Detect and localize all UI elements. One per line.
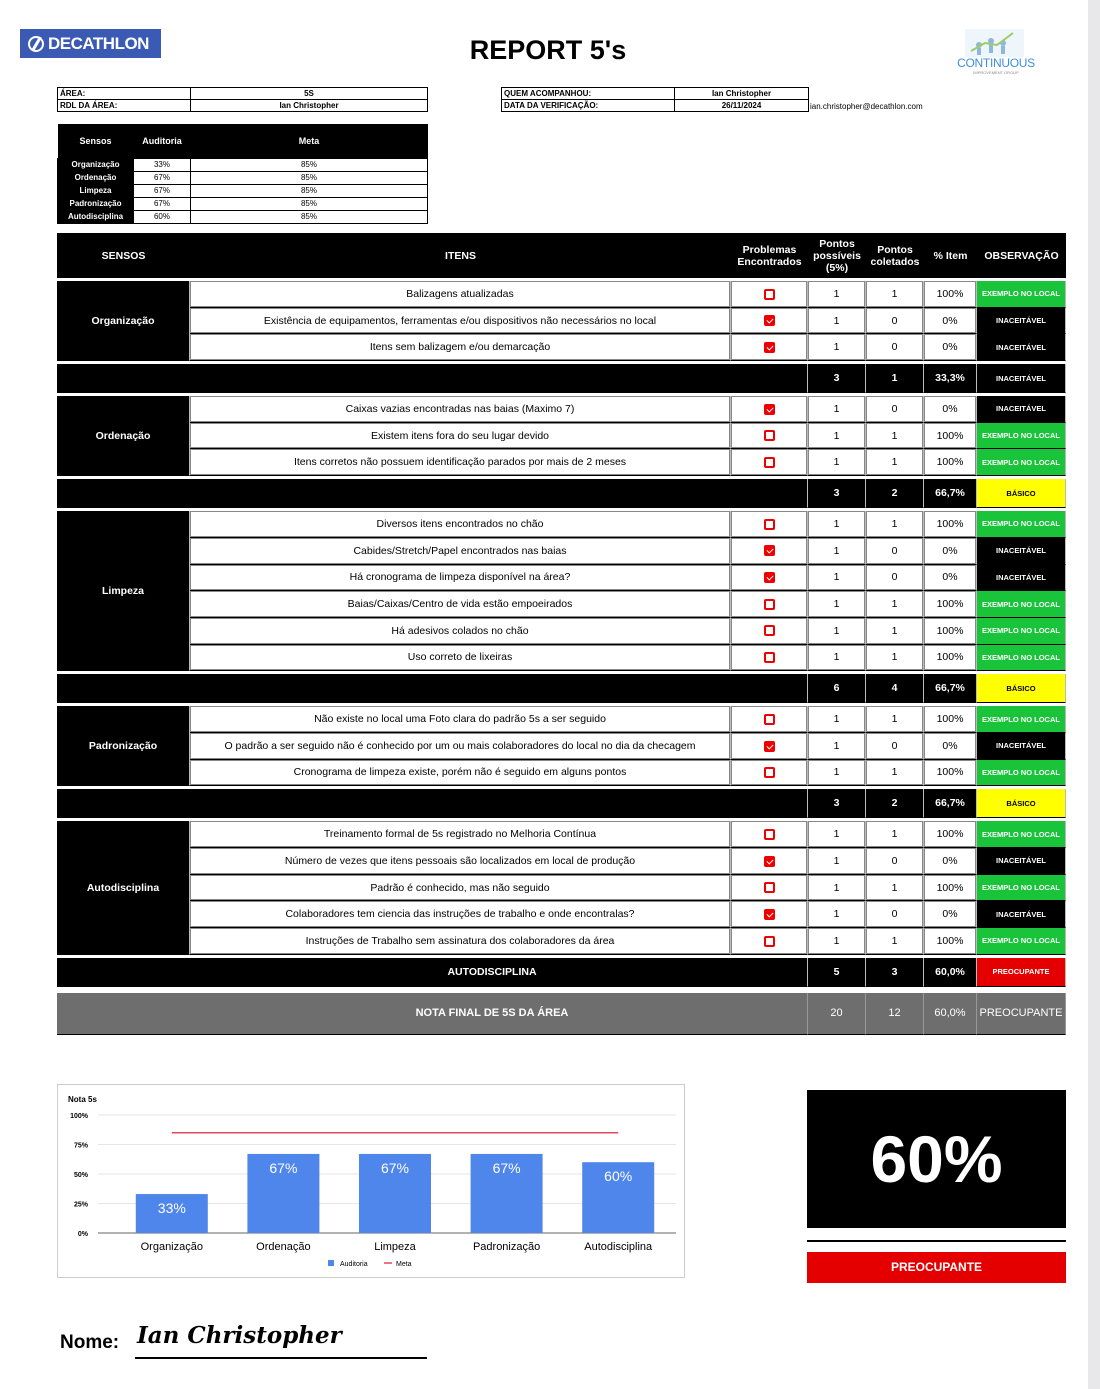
signature-line bbox=[135, 1357, 427, 1359]
item-pct: 100% bbox=[924, 760, 977, 787]
data-value: 26/11/2024 bbox=[675, 100, 809, 112]
item-text: Colaboradores tem ciencia das instruções de trabalho e onde encontralas? bbox=[190, 901, 731, 928]
summary-header-meta: Meta bbox=[191, 124, 428, 158]
problem-cell bbox=[731, 875, 808, 902]
signature-name: Ian Christopher bbox=[137, 1322, 342, 1349]
problem-cell bbox=[731, 618, 808, 645]
summary-row bbox=[58, 184, 428, 197]
problem-cell bbox=[731, 565, 808, 592]
item-text: Treinamento formal de 5s registrado no Melhoria Contínua bbox=[190, 821, 731, 848]
summary-header-sensos: Sensos bbox=[58, 124, 134, 158]
pontos-possiveis: 1 bbox=[808, 334, 866, 361]
pontos-coletados: 0 bbox=[866, 733, 924, 760]
pontos-possiveis: 1 bbox=[808, 760, 866, 787]
problem-cell bbox=[731, 848, 808, 875]
problem-checkbox[interactable] bbox=[764, 829, 775, 840]
table-row bbox=[57, 618, 1066, 645]
table-row bbox=[57, 821, 1066, 848]
pontos-coletados: 0 bbox=[866, 565, 924, 592]
item-text: Uso correto de lixeiras bbox=[190, 645, 731, 672]
summary-auditoria: 67% bbox=[134, 184, 191, 197]
observacao-badge: EXEMPLO NO LOCAL bbox=[977, 449, 1066, 476]
item-pct: 100% bbox=[924, 821, 977, 848]
header-sensos: SENSOS bbox=[57, 233, 190, 278]
summary-row bbox=[58, 158, 428, 171]
problem-checkbox[interactable] bbox=[764, 936, 775, 947]
summary-auditoria: 60% bbox=[134, 210, 191, 223]
total-label bbox=[57, 674, 808, 703]
problem-checkbox[interactable] bbox=[764, 741, 775, 752]
pontos-coletados: 1 bbox=[866, 618, 924, 645]
table-row bbox=[57, 538, 1066, 565]
senso-label: Organização bbox=[57, 281, 190, 361]
email-text: ian.christopher@decathlon.com bbox=[810, 102, 923, 111]
header-possiveis: Pontos possíveis (5%) bbox=[808, 233, 866, 278]
pontos-possiveis: 1 bbox=[808, 565, 866, 592]
problem-checkbox[interactable] bbox=[764, 457, 775, 468]
acompanhou-value: Ian Christopher bbox=[675, 88, 809, 100]
pontos-possiveis: 1 bbox=[808, 733, 866, 760]
item-text: Itens sem balizagem e/ou demarcação bbox=[190, 334, 731, 361]
summary-meta: 85% bbox=[191, 184, 428, 197]
item-text: Diversos itens encontrados no chão bbox=[190, 511, 731, 538]
total-label bbox=[57, 364, 808, 393]
item-text: Cabides/Stretch/Papel encontrados nas baias bbox=[190, 538, 731, 565]
summary-auditoria: 33% bbox=[134, 158, 191, 171]
table-row bbox=[57, 733, 1066, 760]
pontos-possiveis: 1 bbox=[808, 928, 866, 955]
header-coletados: Pontos coletados bbox=[866, 233, 924, 278]
problem-checkbox[interactable] bbox=[764, 767, 775, 778]
final-observacao: PREOCUPANTE bbox=[977, 993, 1066, 1035]
audit-table bbox=[57, 233, 1066, 1035]
item-text: Padrão é conhecido, mas não seguido bbox=[190, 875, 731, 902]
info-right-table bbox=[501, 87, 809, 112]
x-tick-label: Padronização bbox=[472, 1241, 541, 1253]
item-text: O padrão a ser seguido não é conhecido por um ou mais colaboradores do local no dia da checagem bbox=[190, 733, 731, 760]
bar-data-label: 60% bbox=[604, 1168, 633, 1185]
item-text: Baias/Caixas/Centro de vida estão empoeirados bbox=[190, 591, 731, 618]
observacao-badge: EXEMPLO NO LOCAL bbox=[977, 706, 1066, 733]
total-coletados: 3 bbox=[866, 958, 924, 987]
item-text: Há adesivos colados no chão bbox=[190, 618, 731, 645]
summary-senso: Ordenação bbox=[58, 171, 134, 184]
final-pct: 60,0% bbox=[924, 993, 977, 1035]
observacao-badge: INACEITÁVEL bbox=[977, 334, 1066, 361]
total-observacao-badge: PREOCUPANTE bbox=[977, 958, 1066, 987]
pontos-possiveis: 1 bbox=[808, 901, 866, 928]
y-tick-label: 100% bbox=[70, 1113, 88, 1120]
chart-container bbox=[57, 1084, 685, 1278]
item-text: Existência de equipamentos, ferramentas e/ou dispositivos não necessários no local bbox=[190, 308, 731, 335]
total-pct: 60,0% bbox=[924, 958, 977, 987]
problem-checkbox[interactable] bbox=[764, 545, 775, 556]
total-coletados: 2 bbox=[866, 789, 924, 818]
problem-cell bbox=[731, 538, 808, 565]
observacao-badge: EXEMPLO NO LOCAL bbox=[977, 760, 1066, 787]
problem-checkbox[interactable] bbox=[764, 342, 775, 353]
item-pct: 100% bbox=[924, 618, 977, 645]
pontos-possiveis: 1 bbox=[808, 308, 866, 335]
pontos-coletados: 0 bbox=[866, 848, 924, 875]
pontos-coletados: 0 bbox=[866, 396, 924, 423]
signature-label: Nome: bbox=[60, 1332, 120, 1353]
problem-checkbox[interactable] bbox=[764, 909, 775, 920]
item-pct: 0% bbox=[924, 396, 977, 423]
total-label bbox=[57, 479, 808, 508]
problem-cell bbox=[731, 423, 808, 450]
header-itens: ITENS bbox=[190, 233, 731, 278]
status-badge: PREOCUPANTE bbox=[807, 1252, 1066, 1283]
senso-label: Limpeza bbox=[57, 511, 190, 671]
item-pct: 100% bbox=[924, 423, 977, 450]
pontos-possiveis: 1 bbox=[808, 538, 866, 565]
total-possiveis: 3 bbox=[808, 479, 866, 508]
observacao-badge: EXEMPLO NO LOCAL bbox=[977, 928, 1066, 955]
rdl-label: RDL DA ÁREA: bbox=[58, 100, 191, 112]
senso-label: Ordenação bbox=[57, 396, 190, 476]
problem-cell bbox=[731, 760, 808, 787]
legend-swatch-auditoria bbox=[328, 1260, 334, 1266]
summary-meta: 85% bbox=[191, 197, 428, 210]
item-pct: 100% bbox=[924, 591, 977, 618]
observacao-badge: INACEITÁVEL bbox=[977, 848, 1066, 875]
observacao-badge: INACEITÁVEL bbox=[977, 565, 1066, 592]
summary-senso: Organização bbox=[58, 158, 134, 171]
y-tick-label: 0% bbox=[77, 1231, 88, 1238]
table-row bbox=[57, 308, 1066, 335]
problem-cell bbox=[731, 733, 808, 760]
summary-senso: Padronização bbox=[58, 197, 134, 210]
pontos-possiveis: 1 bbox=[808, 281, 866, 308]
pontos-possiveis: 1 bbox=[808, 511, 866, 538]
total-pct: 66,7% bbox=[924, 789, 977, 818]
pontos-coletados: 0 bbox=[866, 334, 924, 361]
pontos-coletados: 1 bbox=[866, 449, 924, 476]
problem-cell bbox=[731, 334, 808, 361]
senso-label: Autodisciplina bbox=[57, 821, 190, 954]
total-row bbox=[57, 479, 1066, 508]
total-coletados: 4 bbox=[866, 674, 924, 703]
item-pct: 100% bbox=[924, 645, 977, 672]
table-row bbox=[57, 334, 1066, 361]
problem-checkbox[interactable] bbox=[764, 289, 775, 300]
total-pct: 33,3% bbox=[924, 364, 977, 393]
total-observacao-badge: BÁSICO bbox=[977, 789, 1066, 818]
x-tick-label: Autodisciplina bbox=[584, 1241, 653, 1253]
summary-table bbox=[57, 124, 428, 224]
pontos-coletados: 1 bbox=[866, 760, 924, 787]
table-row bbox=[57, 706, 1066, 733]
pontos-possiveis: 1 bbox=[808, 875, 866, 902]
summary-row bbox=[58, 197, 428, 210]
problem-cell bbox=[731, 645, 808, 672]
kpi-divider bbox=[807, 1240, 1066, 1242]
total-pct: 66,7% bbox=[924, 479, 977, 508]
total-possiveis: 3 bbox=[808, 789, 866, 818]
problem-checkbox[interactable] bbox=[764, 882, 775, 893]
total-label bbox=[57, 789, 808, 818]
partner-logo-text: CONTINUOUS bbox=[957, 56, 1035, 70]
problem-cell bbox=[731, 396, 808, 423]
item-text: Balizagens atualizadas bbox=[190, 281, 731, 308]
pontos-possiveis: 1 bbox=[808, 396, 866, 423]
table-row bbox=[57, 848, 1066, 875]
final-possiveis: 20 bbox=[808, 993, 866, 1035]
partner-logo-subtext: IMPROVEMENT GROUP bbox=[973, 70, 1019, 75]
summary-meta: 85% bbox=[191, 158, 428, 171]
summary-senso: Limpeza bbox=[58, 184, 134, 197]
observacao-badge: INACEITÁVEL bbox=[977, 308, 1066, 335]
pontos-coletados: 1 bbox=[866, 591, 924, 618]
bar-data-label: 67% bbox=[492, 1159, 521, 1176]
observacao-badge: EXEMPLO NO LOCAL bbox=[977, 281, 1066, 308]
table-row bbox=[57, 449, 1066, 476]
pontos-coletados: 0 bbox=[866, 308, 924, 335]
summary-auditoria: 67% bbox=[134, 171, 191, 184]
total-coletados: 1 bbox=[866, 364, 924, 393]
item-pct: 100% bbox=[924, 281, 977, 308]
item-text: Itens corretos não possuem identificação parados por mais de 2 meses bbox=[190, 449, 731, 476]
observacao-badge: INACEITÁVEL bbox=[977, 396, 1066, 423]
problem-cell bbox=[731, 449, 808, 476]
rdl-value: Ian Christopher bbox=[191, 100, 428, 112]
total-possiveis: 3 bbox=[808, 364, 866, 393]
item-pct: 100% bbox=[924, 928, 977, 955]
problem-cell bbox=[731, 928, 808, 955]
chart-svg bbox=[58, 1085, 684, 1277]
x-tick-label: Ordenação bbox=[256, 1241, 311, 1253]
y-tick-label: 75% bbox=[73, 1142, 88, 1150]
total-row bbox=[57, 789, 1066, 818]
pontos-coletados: 1 bbox=[866, 423, 924, 450]
pontos-possiveis: 1 bbox=[808, 848, 866, 875]
page-edge bbox=[1088, 0, 1100, 1389]
pontos-possiveis: 1 bbox=[808, 449, 866, 476]
problem-cell bbox=[731, 901, 808, 928]
x-tick-label: Limpeza bbox=[374, 1241, 416, 1253]
item-pct: 0% bbox=[924, 334, 977, 361]
item-pct: 100% bbox=[924, 875, 977, 902]
summary-senso: Autodisciplina bbox=[58, 210, 134, 223]
problem-cell bbox=[731, 511, 808, 538]
legend-label-meta: Meta bbox=[396, 1261, 412, 1268]
legend-label-auditoria: Auditoria bbox=[340, 1261, 368, 1268]
area-value: 5S bbox=[191, 88, 428, 100]
observacao-badge: EXEMPLO NO LOCAL bbox=[977, 511, 1066, 538]
table-row bbox=[57, 591, 1066, 618]
problem-checkbox[interactable] bbox=[764, 856, 775, 867]
item-text: Cronograma de limpeza existe, porém não é seguido em alguns pontos bbox=[190, 760, 731, 787]
item-pct: 0% bbox=[924, 733, 977, 760]
item-text: Existem itens fora do seu lugar devido bbox=[190, 423, 731, 450]
table-row bbox=[57, 645, 1066, 672]
table-row bbox=[57, 901, 1066, 928]
table-row bbox=[57, 565, 1066, 592]
problem-checkbox[interactable] bbox=[764, 599, 775, 610]
table-row bbox=[57, 760, 1066, 787]
pontos-coletados: 0 bbox=[866, 901, 924, 928]
pontos-possiveis: 1 bbox=[808, 821, 866, 848]
total-observacao-badge: INACEITÁVEL bbox=[977, 364, 1066, 393]
summary-row bbox=[58, 171, 428, 184]
pontos-coletados: 1 bbox=[866, 281, 924, 308]
final-label: NOTA FINAL DE 5S DA ÁREA bbox=[57, 993, 808, 1035]
pontos-possiveis: 1 bbox=[808, 645, 866, 672]
table-row bbox=[57, 511, 1066, 538]
item-pct: 0% bbox=[924, 848, 977, 875]
x-tick-label: Organização bbox=[140, 1241, 203, 1253]
observacao-badge: INACEITÁVEL bbox=[977, 538, 1066, 565]
pontos-possiveis: 1 bbox=[808, 423, 866, 450]
bar-data-label: 33% bbox=[157, 1200, 186, 1217]
total-coletados: 2 bbox=[866, 479, 924, 508]
pontos-coletados: 0 bbox=[866, 538, 924, 565]
item-pct: 100% bbox=[924, 706, 977, 733]
summary-meta: 85% bbox=[191, 171, 428, 184]
total-observacao-badge: BÁSICO bbox=[977, 479, 1066, 508]
y-tick-label: 50% bbox=[73, 1172, 88, 1179]
item-pct: 0% bbox=[924, 308, 977, 335]
final-coletados: 12 bbox=[866, 993, 924, 1035]
observacao-badge: INACEITÁVEL bbox=[977, 733, 1066, 760]
total-pct: 66,7% bbox=[924, 674, 977, 703]
total-row bbox=[57, 364, 1066, 393]
pontos-coletados: 1 bbox=[866, 511, 924, 538]
problem-checkbox[interactable] bbox=[764, 315, 775, 326]
bar-data-label: 67% bbox=[380, 1159, 410, 1176]
item-pct: 0% bbox=[924, 901, 977, 928]
problem-checkbox[interactable] bbox=[764, 519, 775, 530]
y-tick-label: 25% bbox=[73, 1201, 88, 1209]
page-title: REPORT 5's bbox=[469, 35, 627, 65]
problem-checkbox[interactable] bbox=[764, 652, 775, 663]
item-text: Instruções de Trabalho sem assinatura dos colaboradores da área bbox=[190, 928, 731, 955]
problem-cell bbox=[731, 706, 808, 733]
summary-auditoria: 67% bbox=[134, 197, 191, 210]
problem-cell bbox=[731, 591, 808, 618]
item-text: Há cronograma de limpeza disponível na área? bbox=[190, 565, 731, 592]
total-row bbox=[57, 958, 1066, 987]
observacao-badge: EXEMPLO NO LOCAL bbox=[977, 591, 1066, 618]
header-item-pct: % Item bbox=[924, 233, 977, 278]
problem-checkbox[interactable] bbox=[764, 714, 775, 725]
table-row bbox=[57, 396, 1066, 423]
pontos-possiveis: 1 bbox=[808, 706, 866, 733]
total-label: AUTODISCIPLINA bbox=[57, 958, 808, 987]
final-score-row bbox=[57, 993, 1066, 1035]
chart-title: Nota 5s bbox=[68, 1095, 97, 1104]
pontos-coletados: 1 bbox=[866, 875, 924, 902]
table-row bbox=[57, 423, 1066, 450]
kpi-value: 60% bbox=[807, 1090, 1066, 1228]
item-text: Caixas vazias encontradas nas baias (Maximo 7) bbox=[190, 396, 731, 423]
observacao-badge: EXEMPLO NO LOCAL bbox=[977, 821, 1066, 848]
observacao-badge: EXEMPLO NO LOCAL bbox=[977, 618, 1066, 645]
header-observacao: OBSERVAÇÃO bbox=[977, 233, 1066, 278]
observacao-badge: EXEMPLO NO LOCAL bbox=[977, 875, 1066, 902]
observacao-badge: EXEMPLO NO LOCAL bbox=[977, 423, 1066, 450]
area-label: ÁREA: bbox=[58, 88, 191, 100]
problem-checkbox[interactable] bbox=[764, 404, 775, 415]
observacao-badge: INACEITÁVEL bbox=[977, 901, 1066, 928]
bar-data-label: 67% bbox=[269, 1159, 298, 1176]
problem-checkbox[interactable] bbox=[764, 430, 775, 441]
problem-checkbox[interactable] bbox=[764, 572, 775, 583]
total-observacao-badge: BÁSICO bbox=[977, 674, 1066, 703]
summary-row bbox=[58, 210, 428, 223]
pontos-coletados: 1 bbox=[866, 645, 924, 672]
total-possiveis: 6 bbox=[808, 674, 866, 703]
item-pct: 100% bbox=[924, 511, 977, 538]
pontos-possiveis: 1 bbox=[808, 618, 866, 645]
acompanhou-label: QUEM ACOMPANHOU: bbox=[502, 88, 675, 100]
info-left-table bbox=[57, 87, 428, 112]
pontos-possiveis: 1 bbox=[808, 591, 866, 618]
problem-cell bbox=[731, 308, 808, 335]
problem-cell bbox=[731, 821, 808, 848]
summary-header-auditoria: Auditoria bbox=[134, 124, 191, 158]
item-text: Não existe no local uma Foto clara do padrão 5s a ser seguido bbox=[190, 706, 731, 733]
observacao-badge: EXEMPLO NO LOCAL bbox=[977, 645, 1066, 672]
table-row bbox=[57, 928, 1066, 955]
table-row bbox=[57, 875, 1066, 902]
table-row bbox=[57, 281, 1066, 308]
brand-text: DECATHLON bbox=[48, 33, 149, 53]
summary-meta: 85% bbox=[191, 210, 428, 223]
senso-label: Padronização bbox=[57, 706, 190, 786]
problem-checkbox[interactable] bbox=[764, 625, 775, 636]
pontos-coletados: 1 bbox=[866, 706, 924, 733]
item-pct: 0% bbox=[924, 538, 977, 565]
pontos-coletados: 1 bbox=[866, 928, 924, 955]
data-label: DATA DA VERIFICAÇÃO: bbox=[502, 100, 675, 112]
total-possiveis: 5 bbox=[808, 958, 866, 987]
item-pct: 0% bbox=[924, 565, 977, 592]
header-problemas: Problemas Encontrados bbox=[731, 233, 808, 278]
problem-cell bbox=[731, 281, 808, 308]
total-row bbox=[57, 674, 1066, 703]
item-pct: 100% bbox=[924, 449, 977, 476]
item-text: Número de vezes que itens pessoais são localizados em local de produção bbox=[190, 848, 731, 875]
pontos-coletados: 1 bbox=[866, 821, 924, 848]
